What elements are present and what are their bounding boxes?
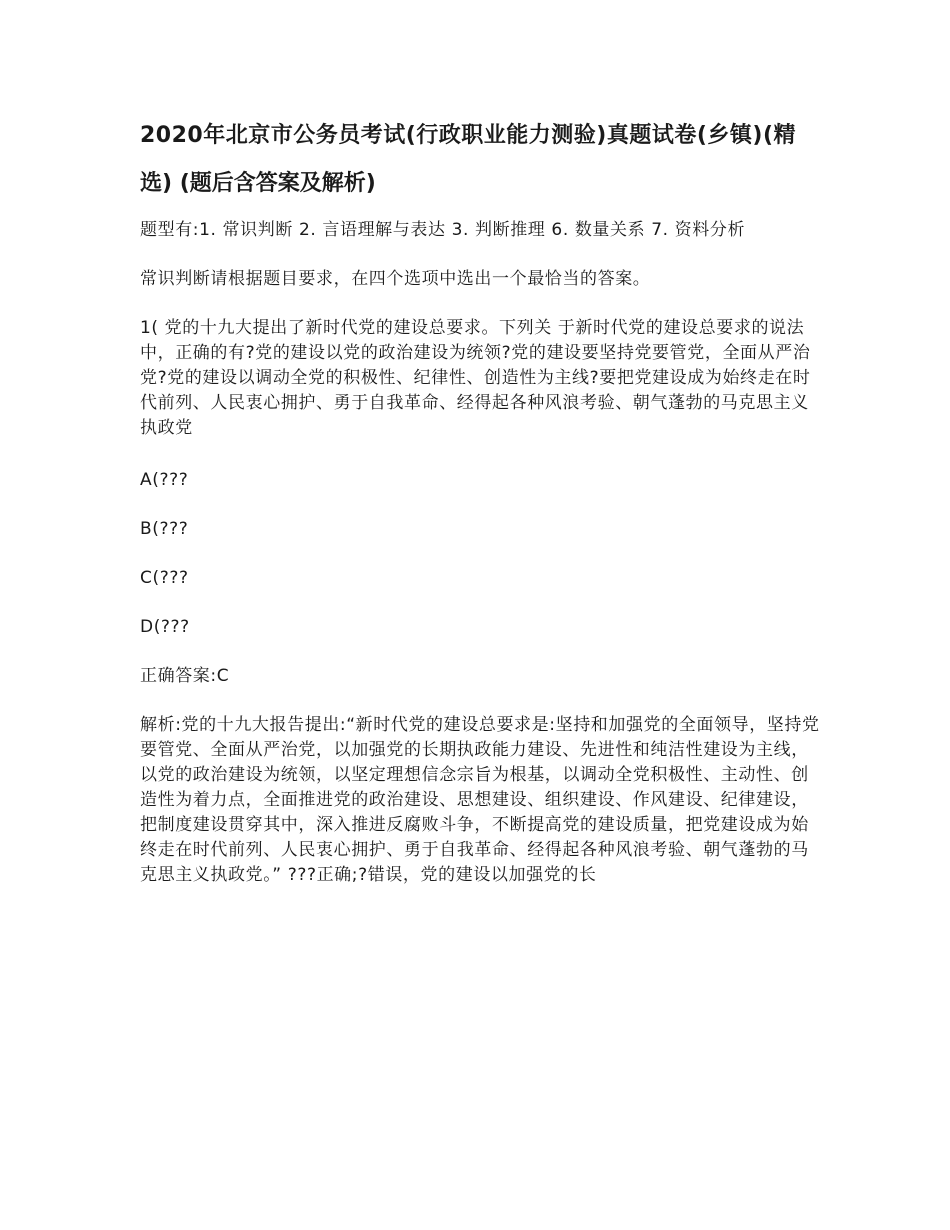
- correct-answer: 正确答案:C: [140, 666, 230, 686]
- option-d: D(???: [140, 617, 190, 637]
- question-stem: 1( 党的十九大提出了新时代党的建设总要求。下列关 于新时代党的建设总要求的说法中，正确的有?党的建设以党的政治建设为统领?党的建设要坚持党要管党，全面从严治党?党的建设以调动全党的积极性、纪律性、创造性为主线?要把党建设成为始终走在时代前列、人民衷心拥护、勇于自我革命、经得起各种风浪考验、朝气蓬勃的马克思主义执政党: [140, 318, 811, 438]
- option-b: B(???: [140, 519, 189, 539]
- answer-analysis: 解析:党的十九大报告提出:“新时代党的建设总要求是:坚持和加强党的全面领导，坚持党要管党、全面从严治党，以加强党的长期执政能力建设、先进性和纯洁性建设为主线，以党的政治建设为统领，以坚定理想信念宗旨为根基，以调动全党积极性、主动性、创造性为着力点，全面推进党的政治建设、思想建设、组织建设、作风建设、纪律建设，把制度建设贯穿其中，深入推进反腐败斗争，不断提高党的建设质量，把党建设成为始终走在时代前列、人民衷心拥护、勇于自我革命、经得起各种风浪考验、朝气蓬勃的马克思主义执政党。” ???正确;?错误，党的建设以加强党的长: [140, 715, 820, 885]
- option-a: A(???: [140, 470, 189, 490]
- question-types: 题型有:1. 常识判断 2. 言语理解与表达 3. 判断推理 6. 数量关系 7. 资料分析: [140, 220, 746, 240]
- document-title: 2020年北京市公务员考试(行政职业能力测验)真题试卷(乡镇)(精: [140, 123, 797, 148]
- section-instruction: 常识判断请根据题目要求，在四个选项中选出一个最恰当的答案。: [140, 269, 651, 289]
- option-c: C(???: [140, 568, 189, 588]
- document-title-continued: 选) (题后含答案及解析): [140, 171, 376, 196]
- document-page: [140, 118, 820, 888]
